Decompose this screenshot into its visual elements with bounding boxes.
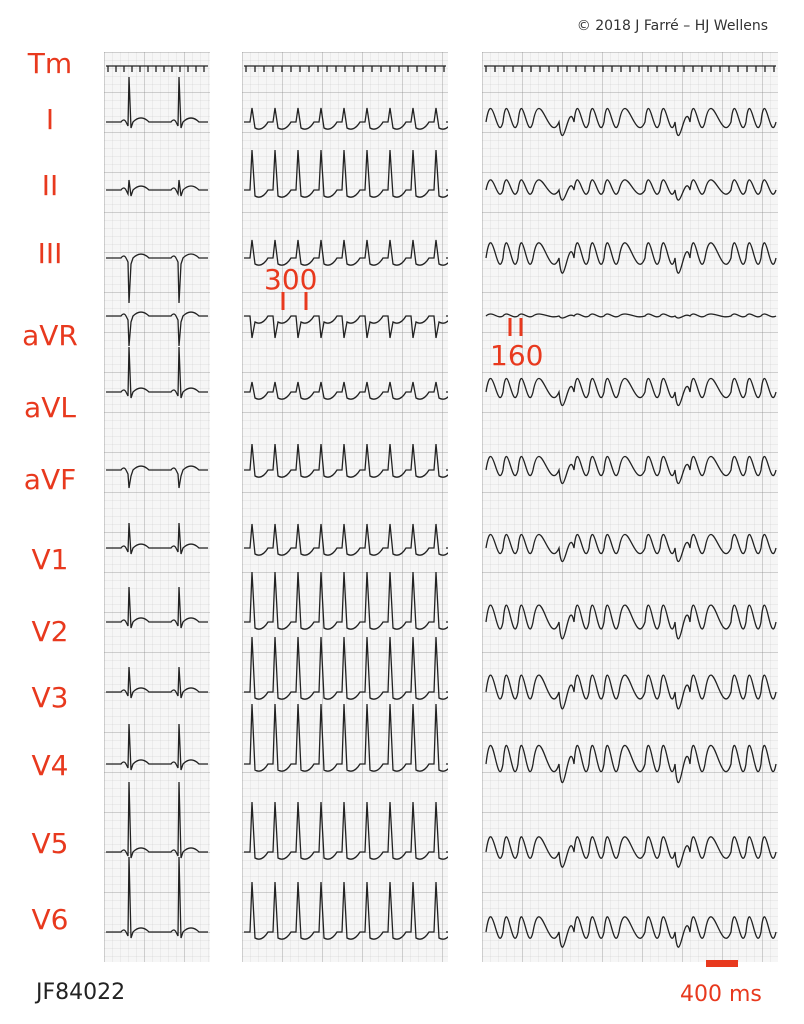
lead-label-ii: II [41,169,59,202]
time-scale-bar [706,960,738,967]
lead-label-i: I [45,103,55,136]
lead-label-v5: V5 [31,827,69,860]
lead-label-avf: aVF [23,463,77,496]
lead-label-iii: III [37,237,63,270]
case-id-label: JF84022 [36,980,126,1005]
interval-annotation-160: 160 [490,339,544,372]
lead-label-avr: aVR [22,319,78,352]
time-scale-label: 400 ms [680,982,762,1007]
lead-label-v1: V1 [31,543,69,576]
lead-label-v3: V3 [31,681,69,714]
lead-label-tm: Tm [27,47,73,80]
lead-label-v2: V2 [31,615,69,648]
interval-annotation-300: 300 [264,263,318,296]
lead-label-v4: V4 [31,749,69,782]
lead-label-v6: V6 [31,903,69,936]
copyright-notice: © 2018 J Farré – HJ Wellens [576,18,768,34]
lead-label-avl: aVL [24,391,76,424]
